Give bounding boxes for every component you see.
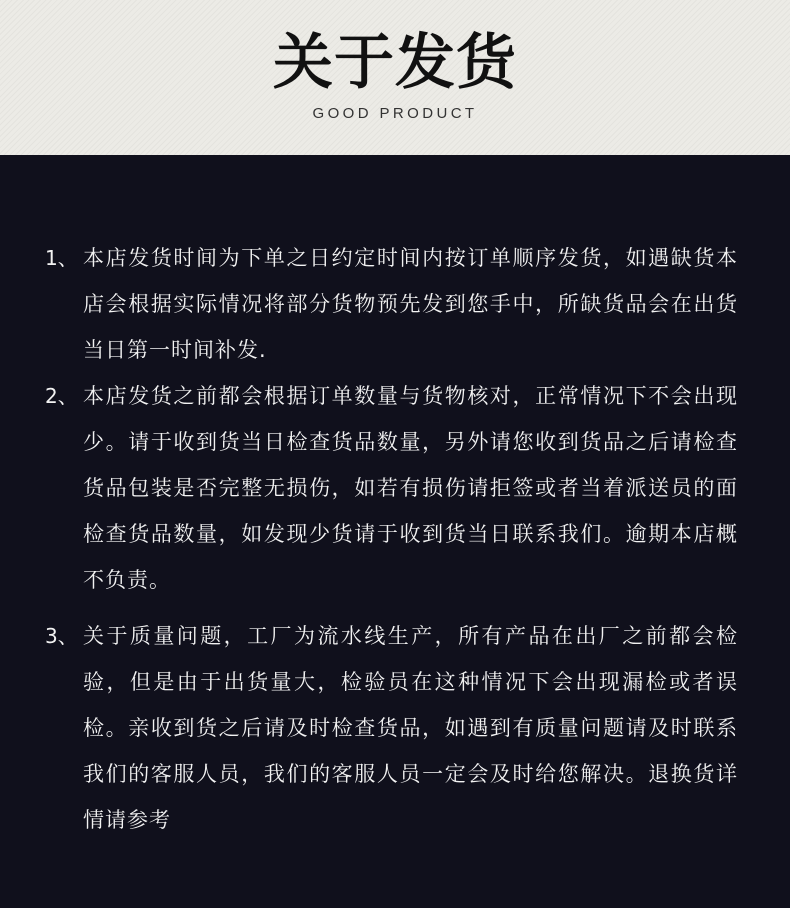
- page-subtitle: GOOD PRODUCT: [312, 105, 478, 122]
- item-text: 关于质量问题，工厂为流水线生产，所有产品在出厂之前都会检验，但是由于出货量大，检验员在这种情况下会出现漏检或者误检。亲收到货之后请及时检查货品，如遇到有质量问题请及时联系我们的客服人员，我们的客服人员一定会及时给您解决。退换货详情请参考: [83, 624, 738, 832]
- item-text: 本店发货时间为下单之日约定时间内按订单顺序发货，如遇缺货本店会根据实际情况将部分货物预先发到您手中，所缺货品会在出货当日第一时间补发.: [83, 246, 738, 362]
- item-number: 1、: [45, 246, 78, 270]
- header-banner: [0, 0, 790, 155]
- item-number: 2、: [45, 384, 78, 408]
- item-text: 本店发货之前都会根据订单数量与货物核对，正常情况下不会出现少。请于收到货当日检查货品数量，另外请您收到货品之后请检查货品包装是否完整无损伤，如若有损伤请拒签或者当着派送员的面检查货品数量，如发现少货请于收到货当日联系我们。逾期本店概不负责。: [83, 384, 738, 592]
- item-number: 3、: [45, 624, 78, 648]
- shipping-info-panel: [0, 155, 790, 908]
- page-title: 关于发货: [273, 28, 517, 98]
